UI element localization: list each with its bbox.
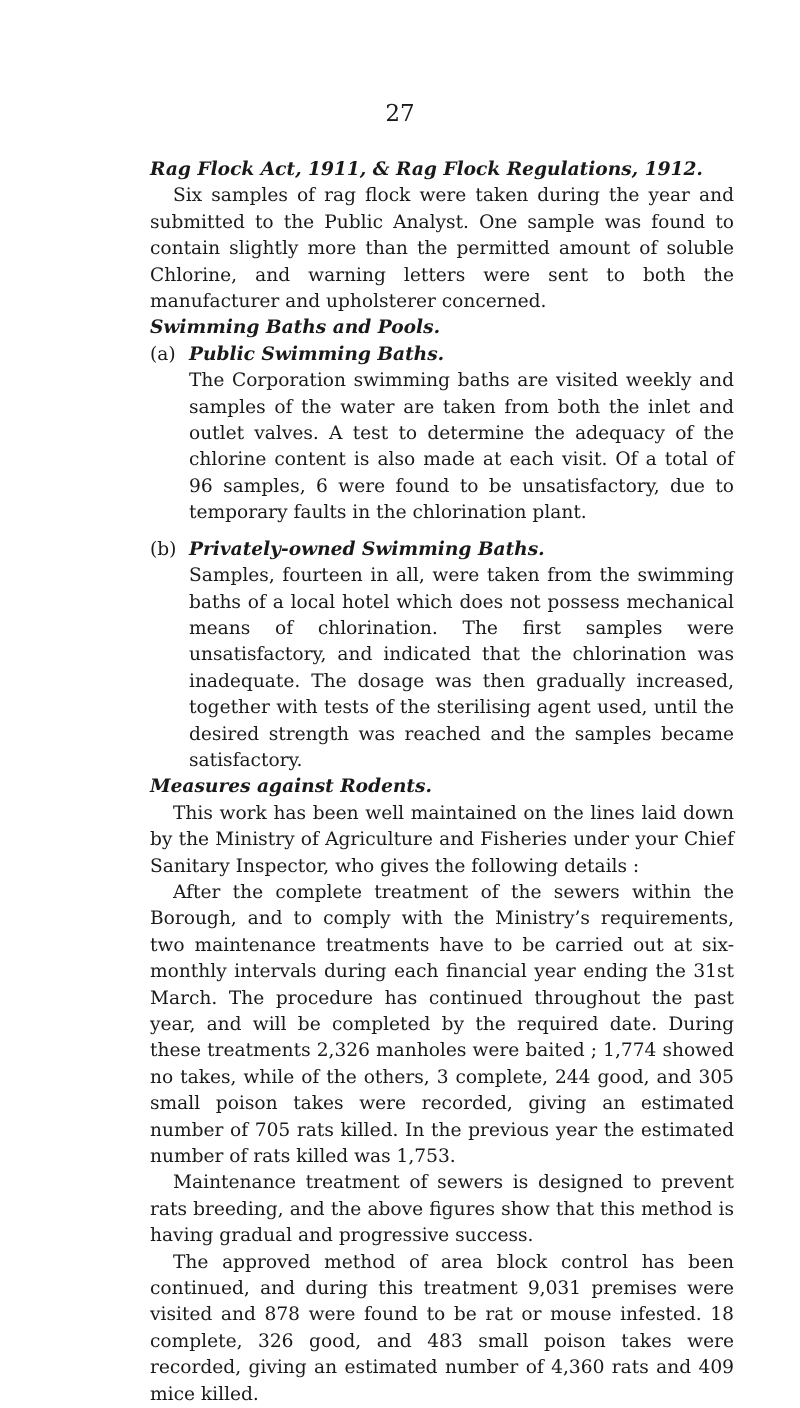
swimming-item-b xyxy=(150,537,734,775)
swimming-item-a-marker: (a) xyxy=(150,343,176,365)
rodents-paragraph: The approved method of area block control has been continued, and during this treatment 9,031 premises were visited and 878 were found to be rat or mouse infested. 18 complete, 326 good, and 483 small poison takes were recorded, giving an estimated number of 4,360 rats and 409 mice killed. xyxy=(150,1251,734,1405)
swimming-heading: Swimming Baths and Pools. xyxy=(150,317,441,339)
page-number: 27 xyxy=(385,101,415,127)
swimming-item-a-title: Public Swimming Baths. xyxy=(189,343,445,365)
page-content xyxy=(150,157,734,1408)
swimming-item-b-text: Samples, fourteen in all, were taken from the swimming baths of a local hotel which does not possess mechanical means of chlorination. The first samples were unsatisfactory, and indicated that the chlorination was inadequate. The dosage was then gradually increased, together with tests of the sterilising agent used, until the desired strength was reached and the samples became satisfactory. xyxy=(189,565,734,771)
swimming-item-b-marker: (b) xyxy=(150,538,177,560)
rag-flock-heading: Rag Flock Act, 1911, & Rag Flock Regulations, 1912. xyxy=(150,159,703,180)
rag-flock-paragraph: Six samples of rag flock were taken during the year and submitted to the Public Analyst. One sample was found to contain slightly more than the permitted amount of soluble Chlorine, and warning letters were sent to both the manufacturer and upholsterer concerned. xyxy=(150,185,734,313)
rodents-paragraph: This work has been well maintained on the lines laid down by the Ministry of Agriculture and Fisheries under your Chief Sanitary Inspector, who gives the following details : xyxy=(150,802,734,877)
rodents-heading: Measures against Rodents. xyxy=(150,776,432,798)
rodents-paragraph: After the complete treatment of the sewers within the Borough, and to comply with the Ministry’s requirements, two maintenance treatments have to be carried out at six-monthly intervals during each financial year ending the 31st March. The procedure has continued throughout the past year, and will be completed by the required date. During these treatments 2,326 manholes were baited ; 1,774 showed no takes, while of the others, 3 complete, 244 good, and 305 small poison takes were recorded, giving an estimated number of 705 rats killed. In the previous year the estimated number of rats killed was 1,753. xyxy=(150,881,734,1168)
swimming-item-a-text: The Corporation swimming baths are visited weekly and samples of the water are taken from both the inlet and outlet valves. A test to determine the adequacy of the chlorine content is also made at each visit. Of a total of 96 samples, 6 were found to be unsatisfactory, due to temporary faults in the chlorination plant. xyxy=(189,370,734,524)
swimming-item-b-title: Privately-owned Swimming Baths. xyxy=(189,538,545,560)
rodents-paragraph: Maintenance treatment of sewers is designed to prevent rats breeding, and the above figures show that this method is having gradual and progressive success. xyxy=(150,1172,734,1247)
swimming-item-a xyxy=(150,342,734,527)
